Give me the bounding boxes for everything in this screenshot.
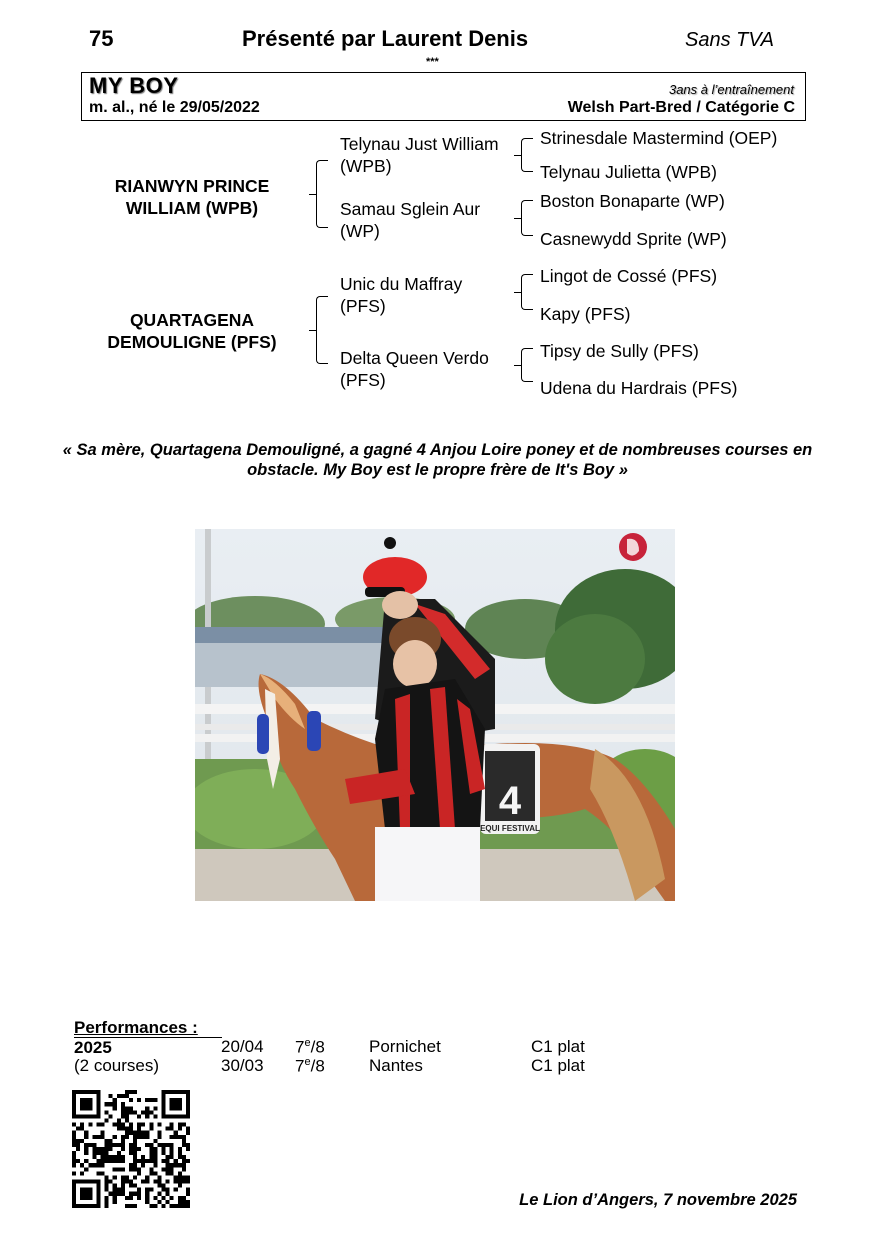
perf-row-1-rank bbox=[295, 1037, 325, 1058]
horse-name: MY BOY bbox=[89, 73, 179, 98]
pedigree-ds-sire: Lingot de Cossé (PFS) bbox=[540, 266, 718, 286]
perf-row-2-place: 7 bbox=[295, 1056, 305, 1076]
stars: *** bbox=[426, 56, 439, 68]
tax-status: Sans TVA bbox=[685, 29, 774, 51]
pedigree-dam-dam: Delta Queen Verdo (PFS) bbox=[340, 348, 489, 390]
pedigree-sire-sire: Telynau Just William (WPB) bbox=[340, 134, 499, 176]
pedigree-sire: RIANWYN PRINCE WILLIAM (WPB) bbox=[114, 176, 270, 218]
horse-photo bbox=[195, 529, 675, 901]
pedigree-sire-dam: Samau Sglein Aur (WP) bbox=[340, 199, 481, 241]
lot-number: 75 bbox=[89, 26, 114, 51]
pedigree-ss-sire: Strinesdale Mastermind (OEP) bbox=[540, 128, 778, 148]
brace-ss bbox=[521, 138, 533, 172]
training-note: 3ans à l’entraînement bbox=[668, 82, 794, 97]
qr-code[interactable] bbox=[72, 1090, 190, 1208]
saddle-number: 4 bbox=[498, 779, 522, 823]
brace-dd bbox=[521, 348, 533, 382]
perf-row-2-rank bbox=[295, 1056, 325, 1077]
perf-row-1-sup: e bbox=[304, 1037, 311, 1049]
perf-row-2-sup: e bbox=[304, 1056, 311, 1068]
pedigree-dd-sire: Tipsy de Sully (PFS) bbox=[540, 341, 699, 361]
brace-sd bbox=[521, 200, 533, 236]
perf-row-1-type: C1 plat bbox=[531, 1037, 585, 1056]
perf-row-2-track: Nantes bbox=[369, 1056, 423, 1075]
perf-row-1-date: 20/04 bbox=[221, 1037, 264, 1056]
pedigree-sd-sire: Boston Bonaparte (WP) bbox=[540, 191, 725, 211]
perf-row-1-field: /8 bbox=[310, 1037, 325, 1057]
banner-text: EQUI FESTIVAL bbox=[480, 824, 540, 833]
perf-row-1-track: Pornichet bbox=[369, 1037, 441, 1056]
pedigree-dam-sire: Unic du Maffray (PFS) bbox=[340, 274, 463, 316]
perf-row-1-place: 7 bbox=[295, 1037, 305, 1057]
pedigree-dam: QUARTAGENA DEMOULIGNE (PFS) bbox=[107, 310, 277, 352]
brace-sire bbox=[316, 160, 328, 228]
perf-row-2-type: C1 plat bbox=[531, 1056, 585, 1075]
brace-dam bbox=[316, 296, 328, 364]
footer-location-date: Le Lion d’Angers, 7 novembre 2025 bbox=[519, 1191, 797, 1209]
performances-count: (2 courses) bbox=[74, 1056, 160, 1075]
perf-row-2-date: 30/03 bbox=[221, 1056, 264, 1075]
pedigree-ds-dam: Kapy (PFS) bbox=[540, 304, 631, 324]
perf-row-2-field: /8 bbox=[310, 1056, 325, 1076]
description-quote: « Sa mère, Quartagena Demouligné, a gagné 4 Anjou Loire poney et de nombreuses courses en obstacle. My Boy est le propre frère de It's Boy » bbox=[62, 441, 813, 479]
pedigree-ss-dam: Telynau Julietta (WPB) bbox=[540, 162, 718, 182]
pedigree-sd-dam: Casnewydd Sprite (WP) bbox=[540, 229, 727, 249]
performances-title: Performances : bbox=[74, 1018, 198, 1037]
pedigree-dd-dam: Udena du Hardrais (PFS) bbox=[540, 378, 738, 398]
breed: Welsh Part-Bred / Catégorie C bbox=[567, 99, 795, 116]
presenter: Présenté par Laurent Denis bbox=[242, 26, 529, 51]
performances-year: 2025 bbox=[74, 1037, 222, 1058]
horse-info: m. al., né le 29/05/2022 bbox=[89, 99, 260, 116]
brace-ds bbox=[521, 274, 533, 310]
